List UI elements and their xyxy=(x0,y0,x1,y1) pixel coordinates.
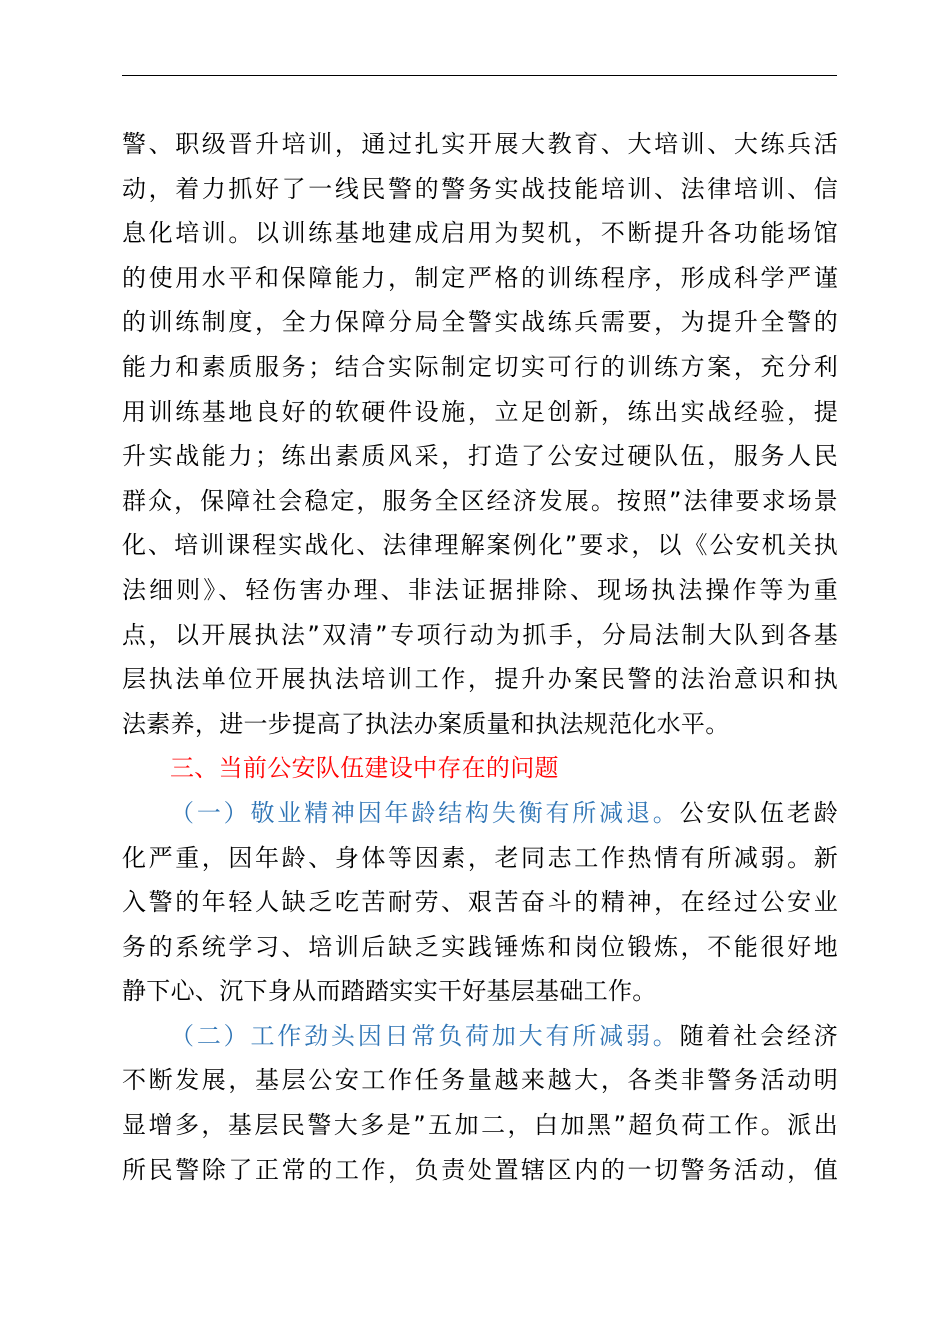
document-body xyxy=(122,122,838,1192)
text-line: 法素养，进一步提高了执法办案质量和执法规范化水平。 xyxy=(122,709,730,738)
text-line: 务的系统学习、培训后缺乏实践锤炼和岗位锻炼，不能很好地 xyxy=(122,932,838,961)
subsection-1 xyxy=(122,791,838,1014)
text-line: 群众，保障社会稳定，服务全区经济发展。按照”法律要求场景 xyxy=(122,486,838,515)
text-line: 显增多，基层民警大多是”五加二，白加黑”超负荷工作。派出 xyxy=(122,1111,838,1140)
text-line: 法细则》、轻伤害办理、非法证据排除、现场执法操作等为重 xyxy=(122,575,838,604)
text-line: 的训练制度，全力保障分局全警实战练兵需要，为提升全警的 xyxy=(122,308,838,337)
paragraph-training xyxy=(122,122,838,746)
text-line: 警、职级晋升培训，通过扎实开展大教育、大培训、大练兵活 xyxy=(122,130,838,158)
text-line: 的使用水平和保障能力，制定严格的训练程序，形成科学严谨 xyxy=(122,263,838,292)
section-heading-problems: 三、当前公安队伍建设中存在的问题 xyxy=(170,754,559,783)
subsection-1-first-line-rest: 公安队伍老龄 xyxy=(679,798,838,827)
text-line: 能力和素质服务；结合实际制定切实可行的训练方案，充分利 xyxy=(122,352,838,381)
text-line: 不断发展，基层公安工作任务量越来越大，各类非警务活动明 xyxy=(122,1066,838,1095)
text-line: 息化培训。以训练基地建成启用为契机，不断提升各功能场馆 xyxy=(122,219,838,248)
subsection-2-first-line-rest: 随着社会经济 xyxy=(679,1021,838,1050)
text-line: 入警的年轻人缺乏吃苦耐劳、艰苦奋斗的精神，在经过公安业 xyxy=(122,888,838,917)
subsection-1-first-line xyxy=(122,791,838,836)
subsection-2-heading: （二）工作劲头因日常负荷加大有所减弱。 xyxy=(170,1021,680,1050)
text-line: 动，着力抓好了一线民警的警务实战技能培训、法律培训、信 xyxy=(122,174,838,203)
header-rule xyxy=(122,75,837,76)
text-line: 升实战能力；练出素质风采，打造了公安过硬队伍，服务人民 xyxy=(122,442,838,471)
subsection-2-first-line xyxy=(122,1014,838,1059)
text-line: 层执法单位开展执法培训工作，提升办案民警的法治意识和执 xyxy=(122,665,838,694)
text-line: 静下心、沉下身从而踏踏实实干好基层基础工作。 xyxy=(122,977,657,1006)
text-line: 点，以开展执法”双清”专项行动为抓手，分局法制大队到各基 xyxy=(122,620,838,649)
text-line: 所民警除了正常的工作，负责处置辖区内的一切警务活动，值 xyxy=(122,1155,838,1184)
text-line: 化、培训课程实战化、法律理解案例化”要求，以《公安机关执 xyxy=(122,531,838,560)
subsection-2 xyxy=(122,1014,838,1192)
subsection-1-heading: （一）敬业精神因年龄结构失衡有所减退。 xyxy=(170,798,680,827)
text-line: 化严重，因年龄、身体等因素，老同志工作热情有所减弱。新 xyxy=(122,843,838,872)
text-line: 用训练基地良好的软硬件设施，立足创新，练出实战经验，提 xyxy=(122,397,838,426)
